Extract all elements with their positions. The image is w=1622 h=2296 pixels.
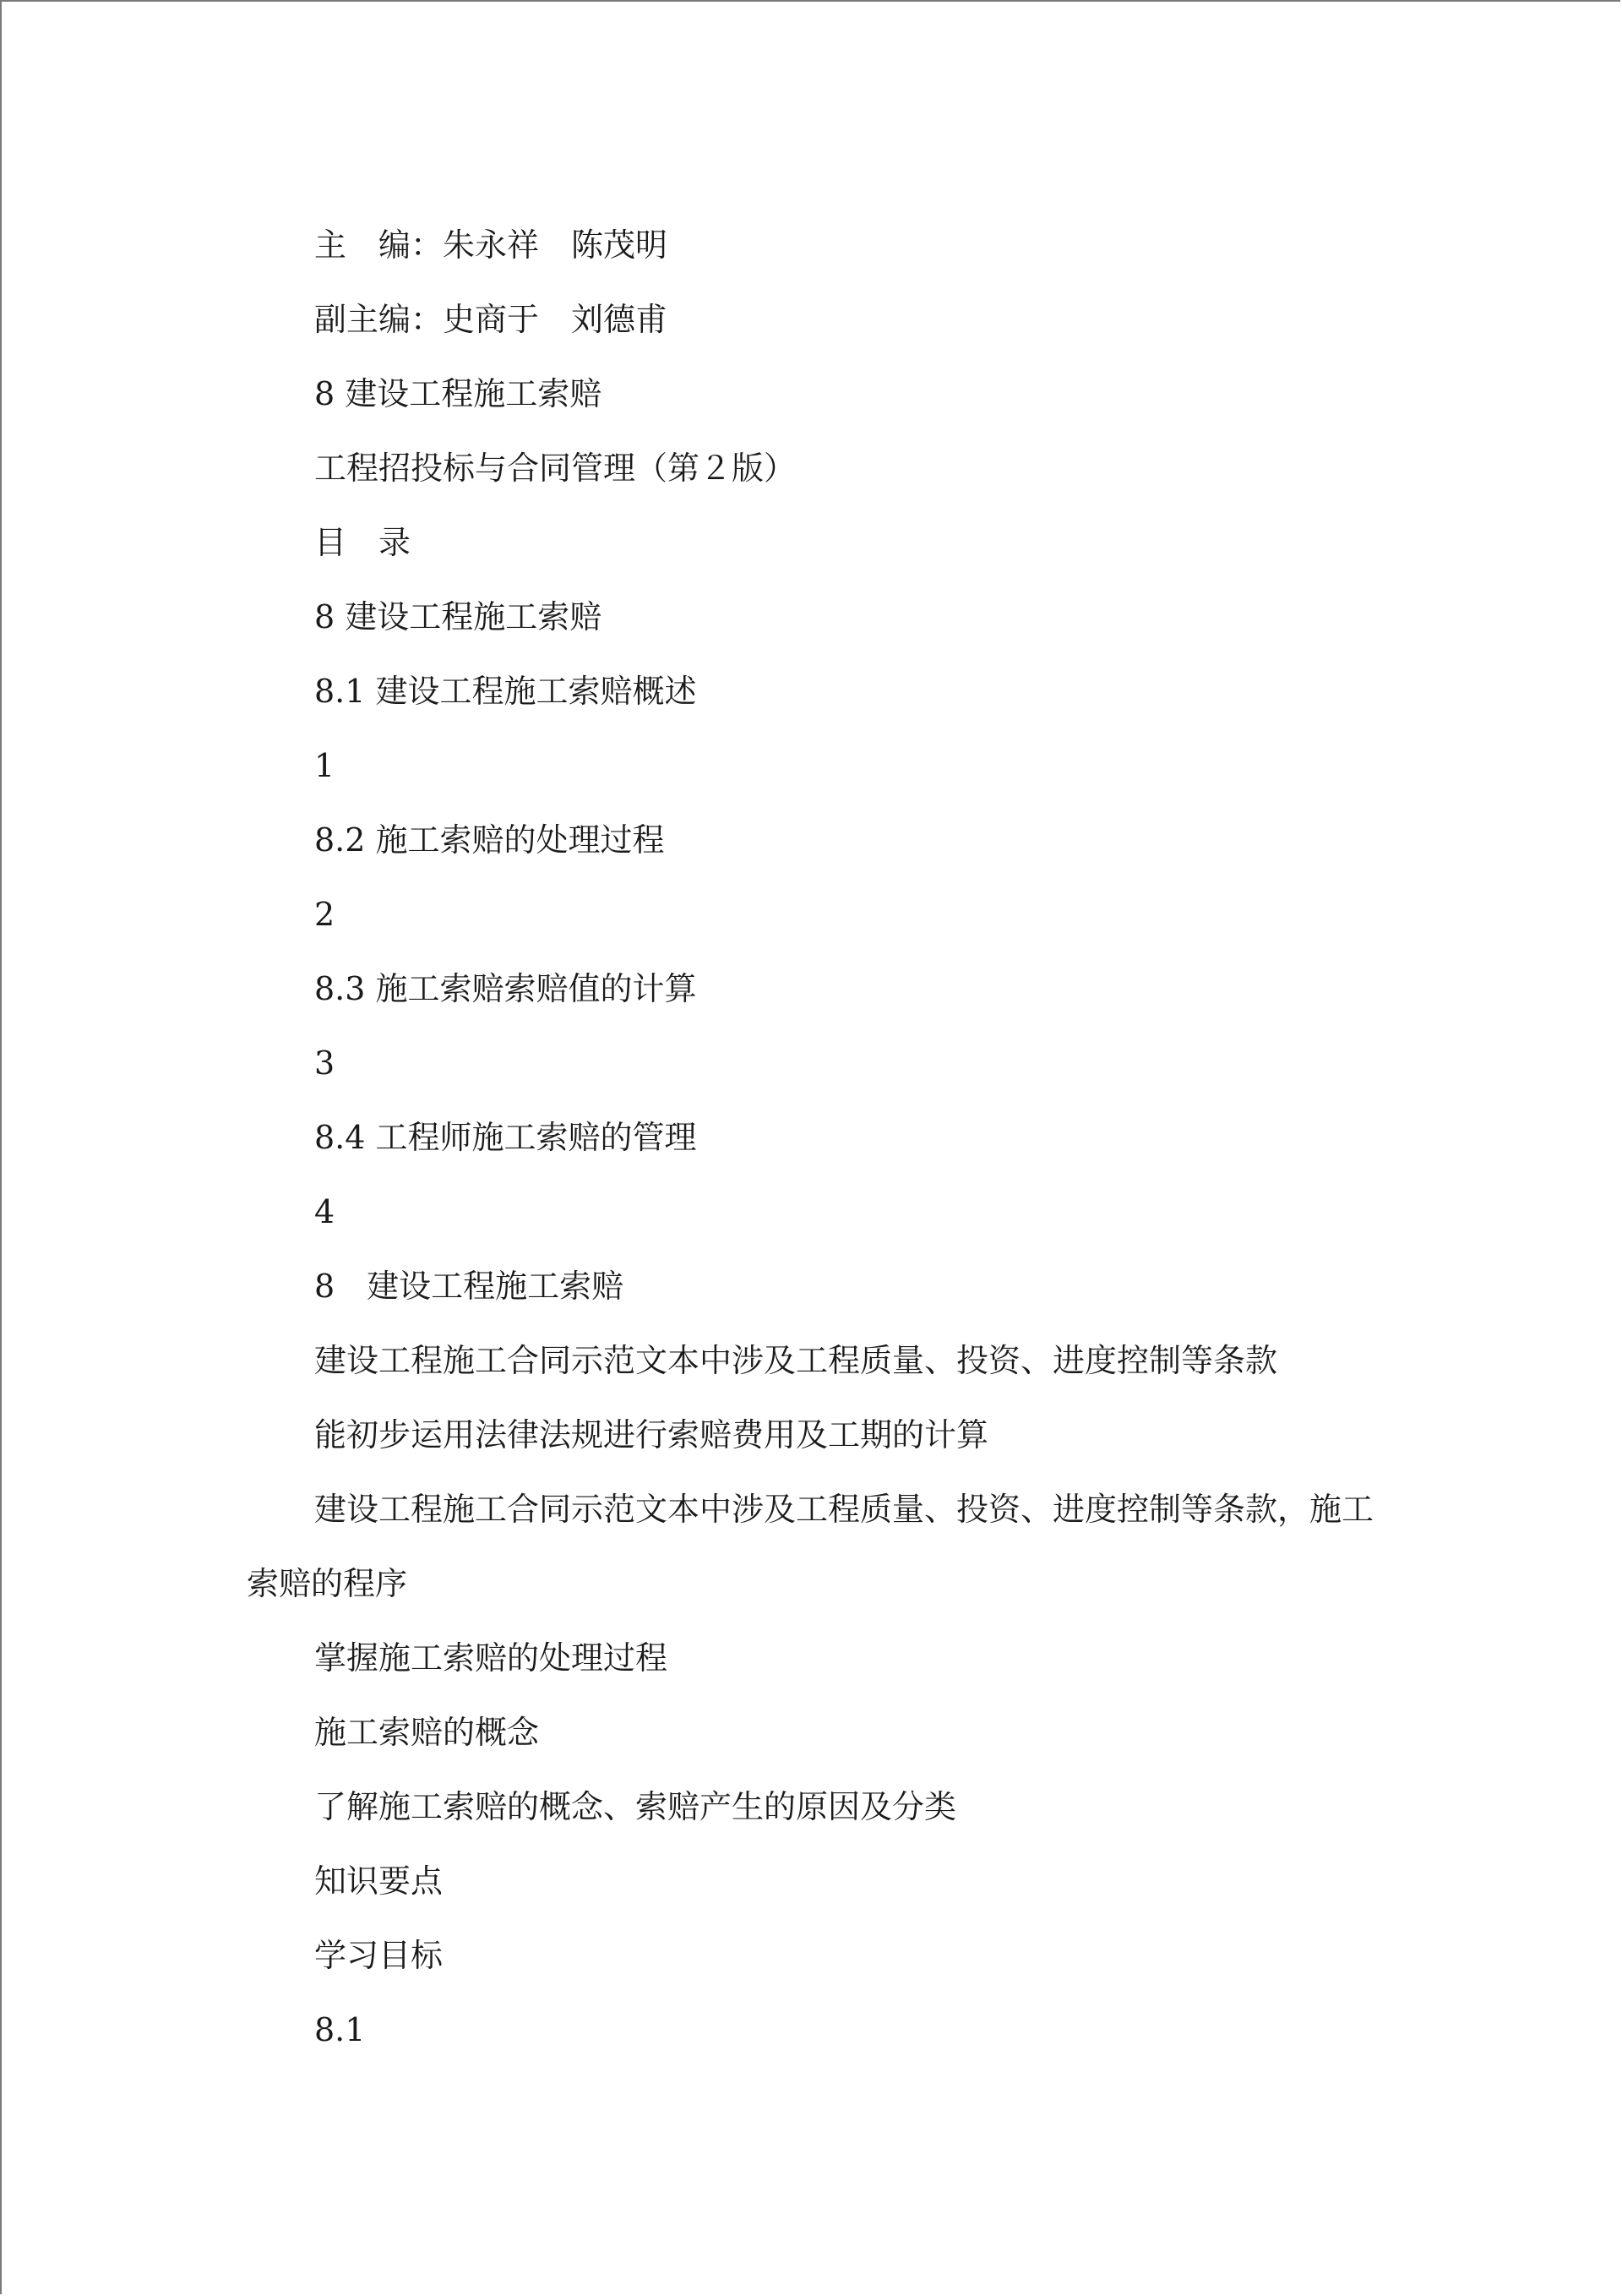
chief-editor-label: 主 编：	[314, 226, 444, 264]
toc-entry-8-1: 8.1 建设工程施工索赔概述	[314, 673, 697, 710]
chapter-title: 8 建设工程施工索赔	[314, 1268, 624, 1305]
toc-entry-8-2: 8.2 施工索赔的处理过程	[314, 821, 665, 859]
chief-editor-names: 朱永祥 陈茂明	[443, 226, 668, 264]
body-line: 建设工程施工合同示范文本中涉及工程质量、投资、进度控制等条款	[314, 1342, 1278, 1379]
toc-entry-8-4: 8.4 工程师施工索赔的管理	[314, 1119, 697, 1156]
chief-editor-line	[247, 208, 1396, 282]
toc-page-4: 4	[314, 1193, 335, 1230]
toc-page-2: 2	[314, 896, 335, 933]
toc-entry-8-3: 8.3 施工索赔索赔值的计算	[314, 970, 697, 1007]
chapter-heading: 8 建设工程施工索赔	[314, 375, 602, 412]
deputy-editor-label: 副主编：	[314, 301, 444, 338]
body-line: 能初步运用法律法规进行索赔费用及工期的计算	[314, 1416, 989, 1453]
deputy-editor-line	[247, 282, 1396, 357]
section-label: 知识要点	[314, 1862, 444, 1900]
document-body	[247, 208, 1396, 2067]
toc-chapter: 8 建设工程施工索赔	[314, 598, 602, 635]
section-label: 学习目标	[314, 1937, 444, 1974]
book-title: 工程招投标与合同管理（第２版）	[314, 450, 797, 487]
body-line: 施工索赔的概念	[314, 1714, 540, 1751]
toc-page-3: 3	[314, 1044, 335, 1082]
body-paragraph: 建设工程施工合同示范文本中涉及工程质量、投资、进度控制等条款，施工索赔的程序	[247, 1491, 1374, 1602]
body-line: 了解施工索赔的概念、索赔产生的原因及分类	[314, 1788, 957, 1825]
body-line: 掌握施工索赔的处理过程	[314, 1639, 668, 1677]
toc-page-1: 1	[314, 747, 335, 784]
toc-heading: 目 录	[314, 524, 411, 561]
deputy-editor-names: 史商于 刘德甫	[443, 301, 668, 338]
section-number: 8.1	[314, 2011, 366, 2048]
